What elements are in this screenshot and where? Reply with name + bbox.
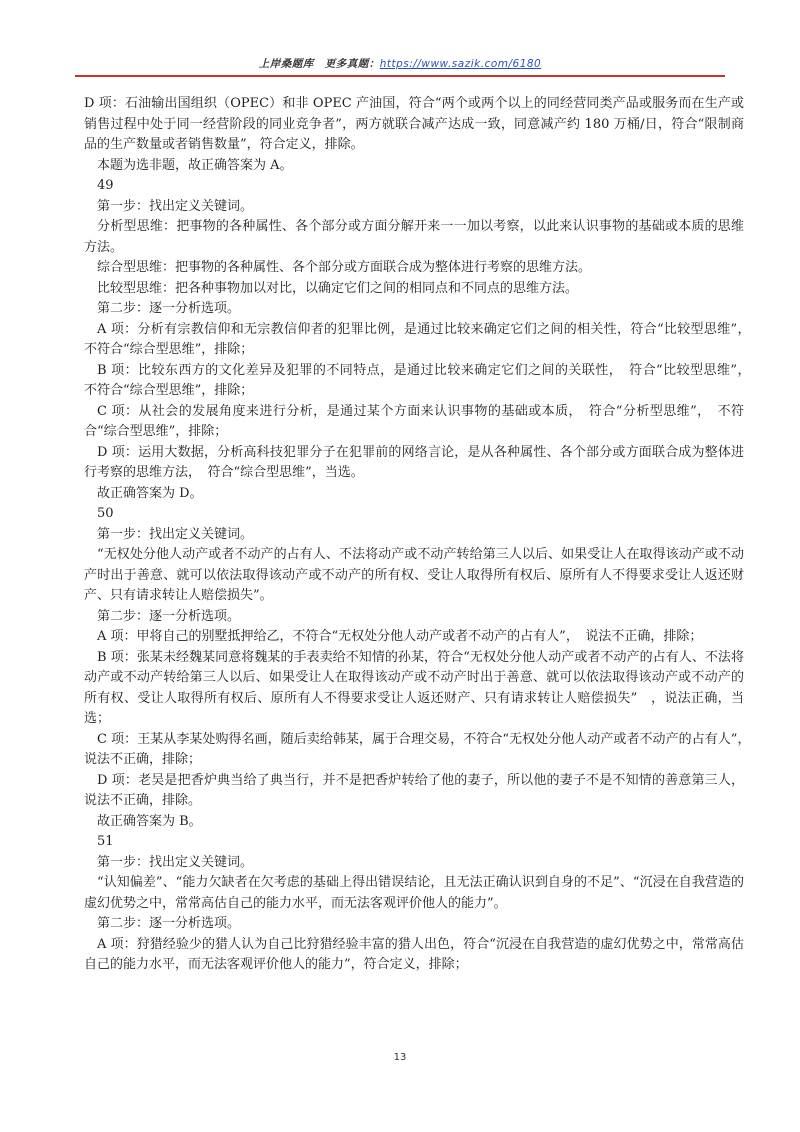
definition-paragraph: 综合型思维：把事物的各种属性、各个部分或方面联合成为整体进行考察的思维方法。 [97, 260, 592, 275]
page-number: 13 [393, 1052, 407, 1063]
header-link[interactable]: https://www.sazik.com/6180 [379, 58, 542, 70]
paragraph-d-option: D 项：石油输出国组织（OPEC）和非 OPEC 产油国，符合“两个或两个以上的同经营同类产品或服务而在生产或销售过程中处于同一经营阶段的同业竞争者”，两方就联合减产达成一致，同意减产约 180 万桶/日，符合“限制商品的生产数量或者销售数量”，符合定义，排除。 [84, 96, 744, 152]
step-heading: 第一步：找出定义关键词。 [97, 198, 254, 214]
option-analysis: A 项：狩猎经验少的猎人认为自己比狩猎经验丰富的猎人出色，符合“沉浸在自我营造的虚幻优势之中，常常高估自己的能力水平，而无法客观评价他人的能力”，符合定义，排除； [84, 936, 744, 972]
step-heading: 第二步：逐一分析选项。 [97, 301, 241, 316]
question-number: 50 [97, 506, 114, 521]
document-body [84, 94, 758, 976]
question-number: 49 [97, 178, 114, 193]
answer-line: 故正确答案为 D。 [97, 485, 203, 501]
option-analysis: A 项：甲将自己的别墅抵押给乙，不符合“无权处分他人动产或者不动产的占有人”， 说法不正确，排除； [97, 629, 703, 644]
header-divider [75, 75, 725, 77]
option-analysis: A 项：分析有宗教信仰和无宗教信仰者的犯罪比例，是通过比较来确定它们之间的相关性，符合“比较型思维”， 不符合“综合型思维”，排除； [84, 321, 758, 357]
step-heading: 第二步：逐一分析选项。 [97, 916, 241, 931]
page-header [0, 56, 800, 71]
definition-paragraph: “认知偏差”、“能力欠缺者在欠考虑的基础上得出错误结论，且无法正确认识到自身的不足”、“沉浸在自我营造的虚幻优势之中，常常高估自己的能力水平，而无法客观评价他人的能力”。 [84, 875, 744, 911]
option-analysis: B 项：张某未经魏某同意将魏某的手表卖给不知情的孙某，符合“无权处分他人动产或者不动产的占有人、不法将动产或不动产转给第三人以后、如果受让人在取得该动产或不动产时出于善意、就可以依法取得该动产或不动产的所有权、受让人取得所有权后、原所有人不得要求受让人返还财产、只有请求转让人赔偿损失” ，说法正确，当选； [84, 649, 744, 726]
question-number: 51 [97, 834, 114, 849]
definition-paragraph: 分析型思维：把事物的各种属性、各个部分或方面分解开来一一加以考察，以此来认识事物的基础或本质的思维方法。 [84, 219, 744, 255]
definition-paragraph: “无权处分他人动产或者不动产的占有人、不法将动产或不动产转给第三人以后、如果受让人在取得该动产或不动产时出于善意、就可以依法取得该动产或不动产的所有权、受让人取得所有权后、原所有人不得要求受让人返还财产、只有请求转让人赔偿损失”。 [84, 547, 744, 603]
step-heading: 第二步：逐一分析选项。 [97, 608, 241, 624]
definition-paragraph: 比较型思维：把各种事物加以对比，以确定它们之间的相同点和不同点的思维方法。 [97, 280, 579, 296]
answer-line: 故正确答案为 B。 [97, 813, 202, 829]
option-analysis: B 项：比较东西方的文化差异及犯罪的不同特点，是通过比较来确定它们之间的关联性， 符合“比较型思维”， 不符合“综合型思维”，排除； [84, 362, 758, 398]
option-analysis: D 项：运用大数据，分析高科技犯罪分子在犯罪前的网络言论，是从各种属性、各个部分或方面联合成为整体进行考察的思维方法， 符合“综合型思维”，当选。 [84, 444, 744, 480]
option-analysis: C 项：王某从李某处购得名画，随后卖给韩某，属于合理交易，不符合“无权处分他人动产或者不动产的占有人”， 说法不正确，排除； [84, 731, 758, 767]
step-heading: 第一步：找出定义关键词。 [97, 526, 254, 542]
option-analysis: D 项：老吴是把香炉典当给了典当行，并不是把香炉转给了他的妻子，所以他的妻子不是不知情的善意第三人，说法不正确，排除。 [84, 772, 744, 808]
header-prefix: 上岸桑题库 更多真题： [258, 58, 380, 70]
option-analysis: C 项：从社会的发展角度来进行分析，是通过某个方面来认识事物的基础或本质， 符合“分析型思维”， 不符合“综合型思维”，排除； [84, 403, 744, 439]
answer-line: 本题为选非题，故正确答案为 A。 [97, 157, 293, 173]
step-heading: 第一步：找出定义关键词。 [97, 854, 254, 870]
